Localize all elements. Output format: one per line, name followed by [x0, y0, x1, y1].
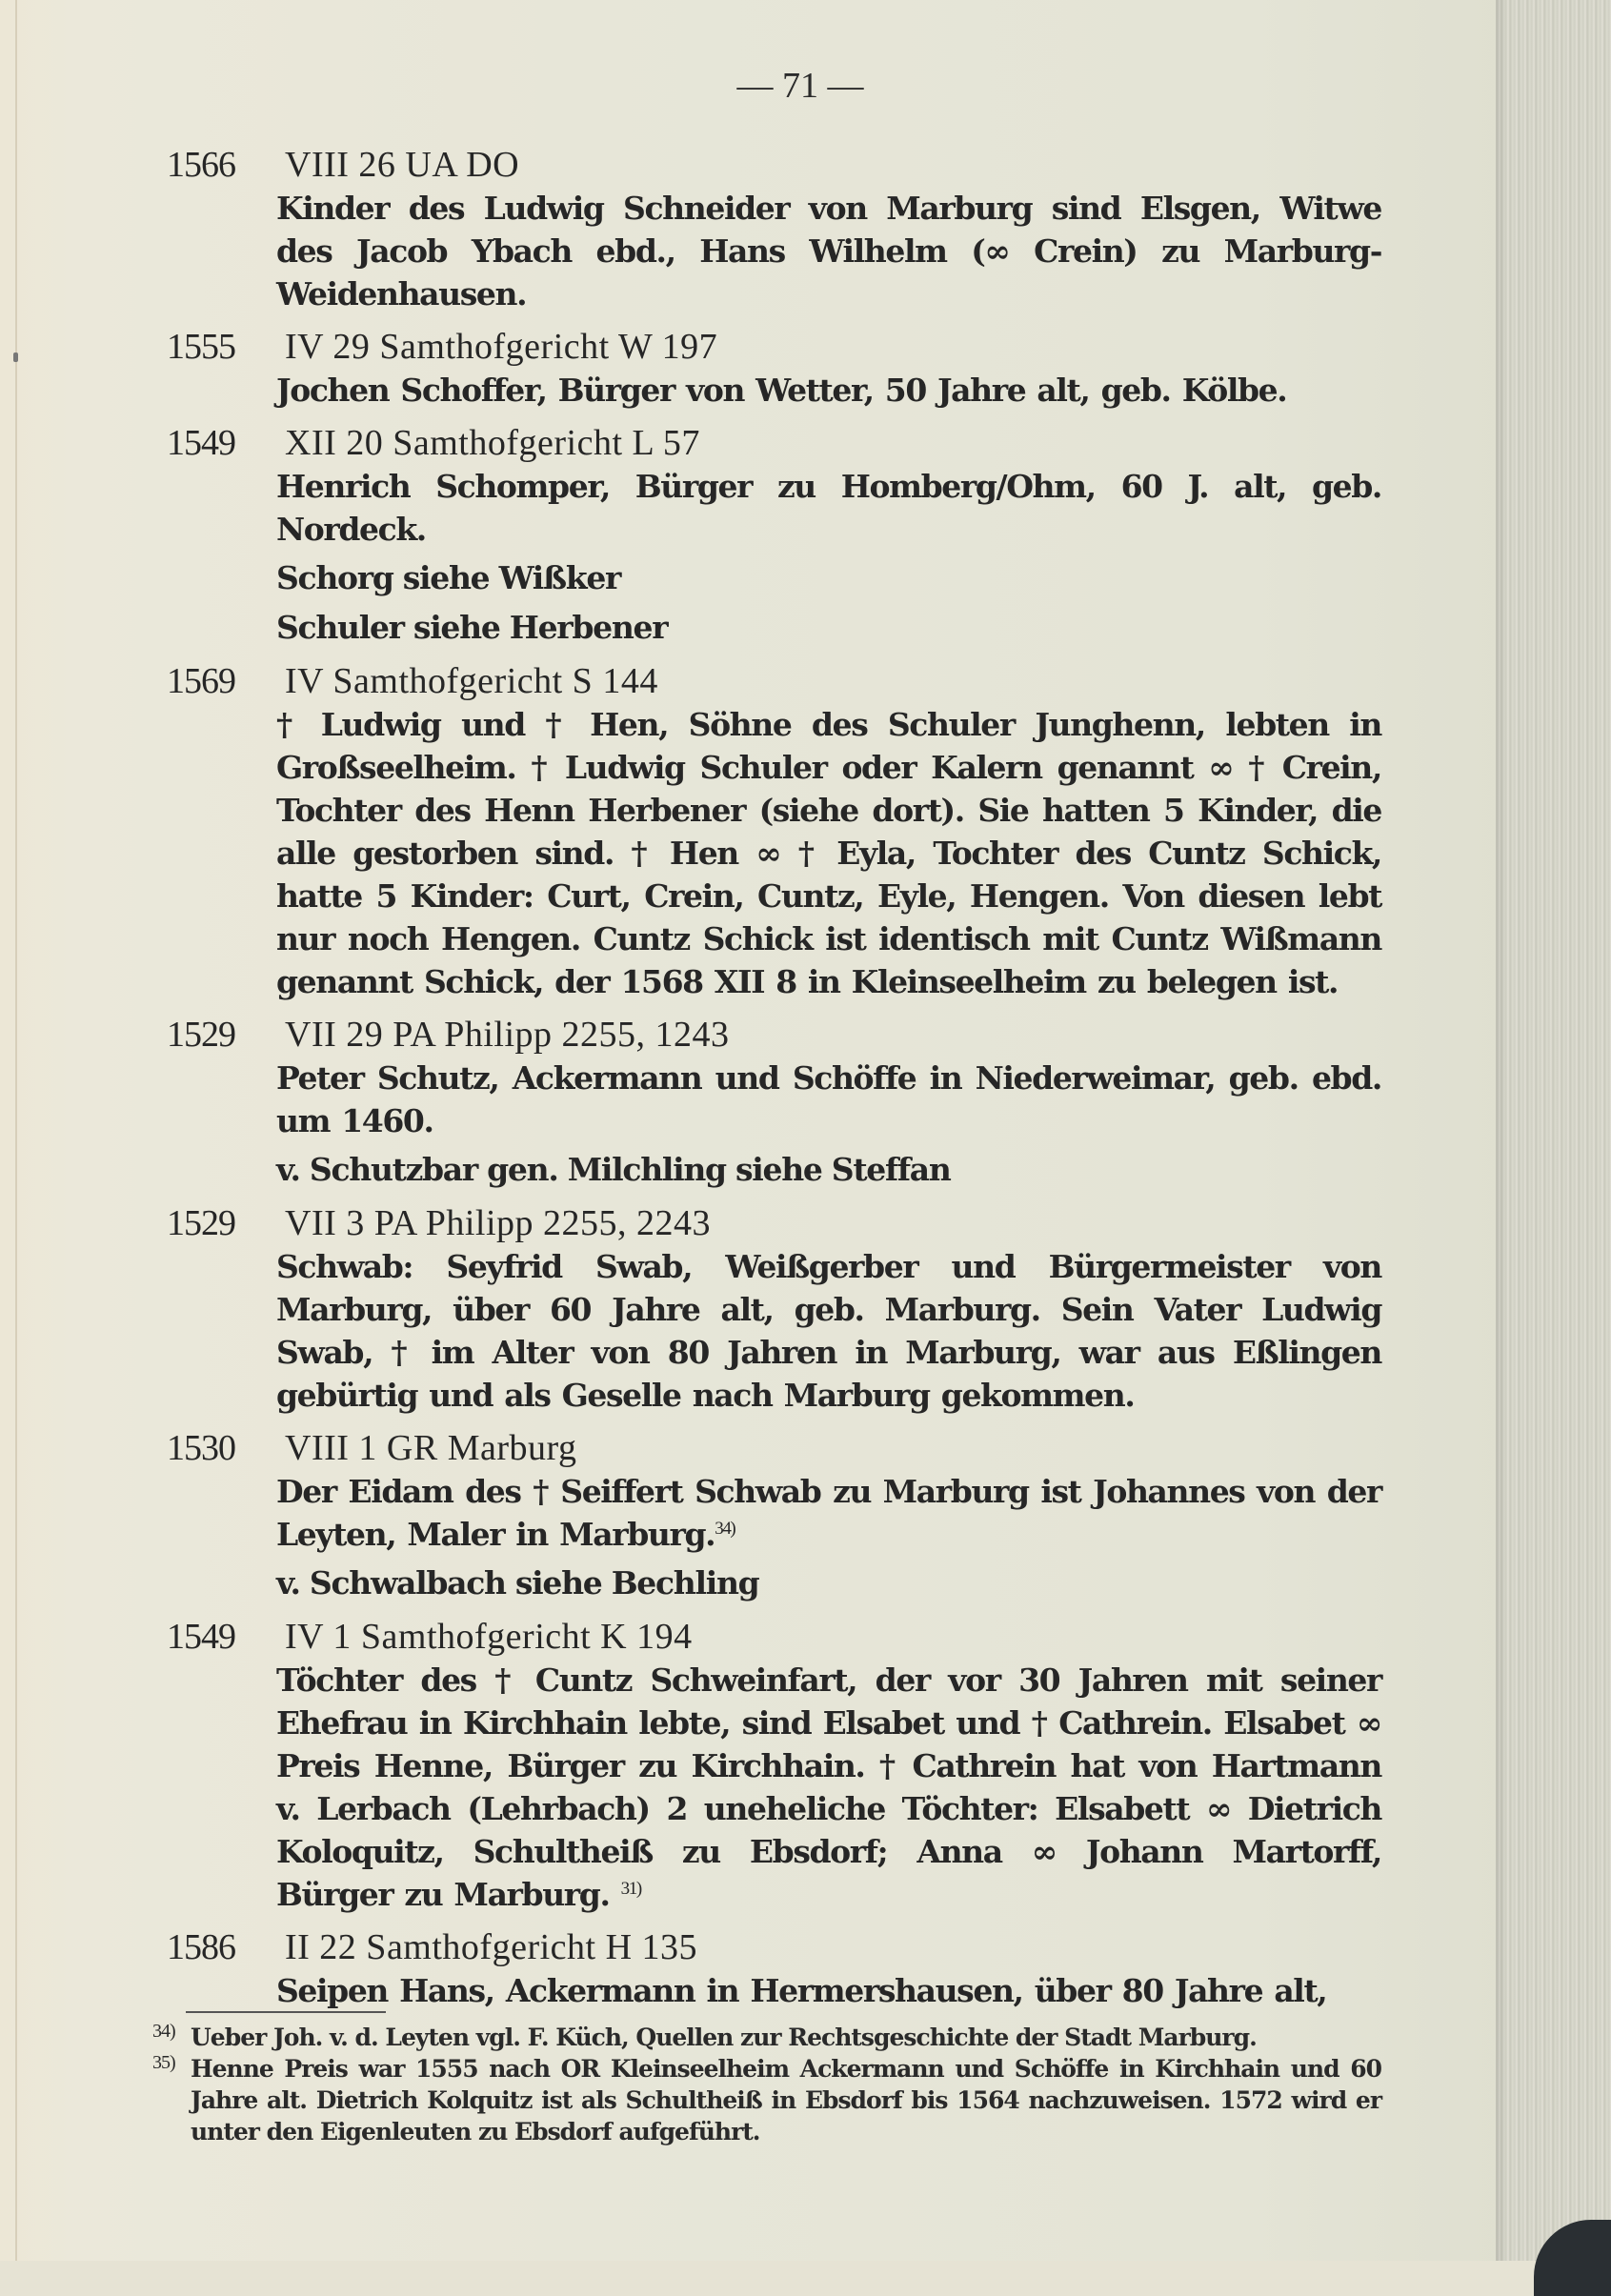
entry-year: 1586: [167, 1927, 235, 1967]
entry-year: 1529: [167, 1015, 235, 1055]
entry-text: Der Eidam des † Seiffert Schwab zu Marburg ist Johannes von der Leyten, Maler in Marburg.: [276, 1473, 1381, 1553]
entry-year: 1530: [167, 1428, 235, 1468]
footnote-text: Henne Preis war 1555 nach OR Kleinseelheim Ackermann und Schöffe in Kirchhain und 60 Jahre alt. Dietrich Kolquitz ist als Schultheiß in Ebsdorf bis 1564 nachzuweisen. 1572 wird er unter den Eigenleuten zu Ebsdorf aufgeführt.: [191, 2055, 1381, 2145]
entry-header: [167, 421, 1381, 465]
page-number: — 71 —: [736, 66, 864, 106]
entry-header: [167, 659, 1381, 703]
entry-text: Schwab: Seyfrid Swab, Weißgerber und Bürgermeister von Marburg, über 60 Jahre alt, geb. Marburg. Sein Vater Ludwig Swab, † im Alter von 80 Jahren in Marburg, war aus Eßlingen gebürtig und als Geselle nach Marburg gekommen.: [276, 1248, 1381, 1414]
footnote-number: 34): [152, 2021, 175, 2042]
entry-text: Henrich Schomper, Bürger zu Homberg/Ohm, 60 J. alt, geb. Nordeck.: [276, 468, 1381, 548]
entry-header: [167, 1615, 1381, 1659]
entry-text: Peter Schutz, Ackermann und Schöffe in Niederweimar, geb. ebd. um 1460.: [276, 1059, 1381, 1139]
entry-year: 1566: [167, 145, 235, 185]
entry-source-ref: XII 20 Samthofgericht L 57: [285, 423, 700, 463]
entry-source-ref: VIII 1 GR Marburg: [285, 1428, 577, 1468]
entry-header: [167, 1426, 1381, 1470]
entry-header: [167, 143, 1381, 187]
entry-text: Kinder des Ludwig Schneider von Marburg sind Elsgen, Witwe des Jacob Ybach ebd., Hans Wilhelm (∞ Crein) zu Marburg-Weidenhausen.: [276, 190, 1381, 312]
page-content: [167, 133, 1381, 2012]
entry-header: [167, 1013, 1381, 1057]
entry-text: † Ludwig und † Hen, Söhne des Schuler Junghenn, lebten in Großseelheim. † Ludwig Schuler oder Kalern genannt ∞ † Crein, Tochter des Henn Herbener (siehe dort). Sie hatten 5 Kinder, die alle gestorben sind. † Hen ∞ † Eyla, Tochter des Cuntz Schick, hatte 5 Kinder: Curt, Crein, Cuntz, Eyle, Hengen. Von diesen lebt nur noch Hengen. Cuntz Schick ist identisch mit Cuntz Wißmann genannt Schick, der 1568 XII 8 in Kleinseelheim zu belegen ist.: [276, 706, 1381, 1000]
footnote-mark: [152, 2022, 191, 2053]
entry-source-ref: IV 1 Samthofgericht K 194: [285, 1617, 693, 1657]
entry-header: [167, 1925, 1381, 1969]
page-edge-shadow: [1496, 0, 1507, 2261]
cross-reference: Schuler siehe Herbener: [276, 609, 668, 646]
gutter-blemish: [13, 352, 18, 362]
cross-reference: v. Schutzbar gen. Milchling siehe Steffan: [276, 1151, 951, 1188]
entry-year: 1569: [167, 661, 235, 701]
entry-source-ref: VII 29 PA Philipp 2255, 1243: [285, 1015, 730, 1055]
entry-source-ref: II 22 Samthofgericht H 135: [285, 1927, 698, 1967]
entry-source-ref: IV Samthofgericht S 144: [285, 661, 658, 701]
entry-header: [167, 1201, 1381, 1245]
entry-year: 1549: [167, 1617, 235, 1657]
entry-text: Jochen Schoffer, Bürger von Wetter, 50 Jahre alt, geb. Kölbe.: [276, 372, 1287, 409]
entry-text-with-footnote: [276, 1659, 1381, 1916]
cross-reference: v. Schwalbach siehe Bechling: [276, 1564, 759, 1601]
entry-source-ref: VII 3 PA Philipp 2255, 2243: [285, 1203, 712, 1243]
entry-source-ref: VIII 26 UA DO: [285, 145, 520, 185]
footnote: [152, 2053, 1381, 2147]
entry-source-ref: IV 29 Samthofgericht W 197: [285, 327, 718, 367]
footnote-reference[interactable]: 34): [715, 1519, 735, 1539]
entry-text: Töchter des † Cuntz Schweinfart, der vor 30 Jahren mit seiner Ehefrau in Kirchhain lebte, sind Elsabet und † Cathrein. Elsabet ∞ Preis Henne, Bürger zu Kirchhain. † Cathrein hat von Hartmann v. Lerbach (Lehrbach) 2 uneheliche Töchter: Elsabett ∞ Dietrich Koloquitz, Schultheiß zu Ebsdorf; Anna ∞ Johann Martorff, Bürger zu Marburg.: [276, 1662, 1381, 1913]
book-page-edges: [1496, 0, 1611, 2261]
entry-text: Seipen Hans, Ackermann in Hermershausen, über 80 Jahre alt,: [276, 1972, 1327, 2009]
footnote-reference[interactable]: 31): [620, 1879, 641, 1899]
footnote: [152, 2022, 1381, 2053]
footnote-mark: [152, 2053, 191, 2147]
gutter-fold: [15, 0, 17, 2261]
entry-year: 1549: [167, 423, 235, 463]
footnote-text: Ueber Joh. v. d. Leyten vgl. F. Küch, Quellen zur Rechtsgeschichte der Stadt Marburg.: [191, 2024, 1257, 2051]
cross-reference: Schorg siehe Wißker: [276, 559, 621, 596]
footnotes: [152, 2022, 1381, 2147]
entry-year: 1529: [167, 1203, 235, 1243]
entry-text-with-footnote: [276, 1470, 1381, 1556]
footnote-divider: [186, 2011, 386, 2013]
entry-year: 1555: [167, 327, 235, 367]
entry-header: [167, 325, 1381, 369]
footnote-number: 35): [152, 2052, 175, 2073]
